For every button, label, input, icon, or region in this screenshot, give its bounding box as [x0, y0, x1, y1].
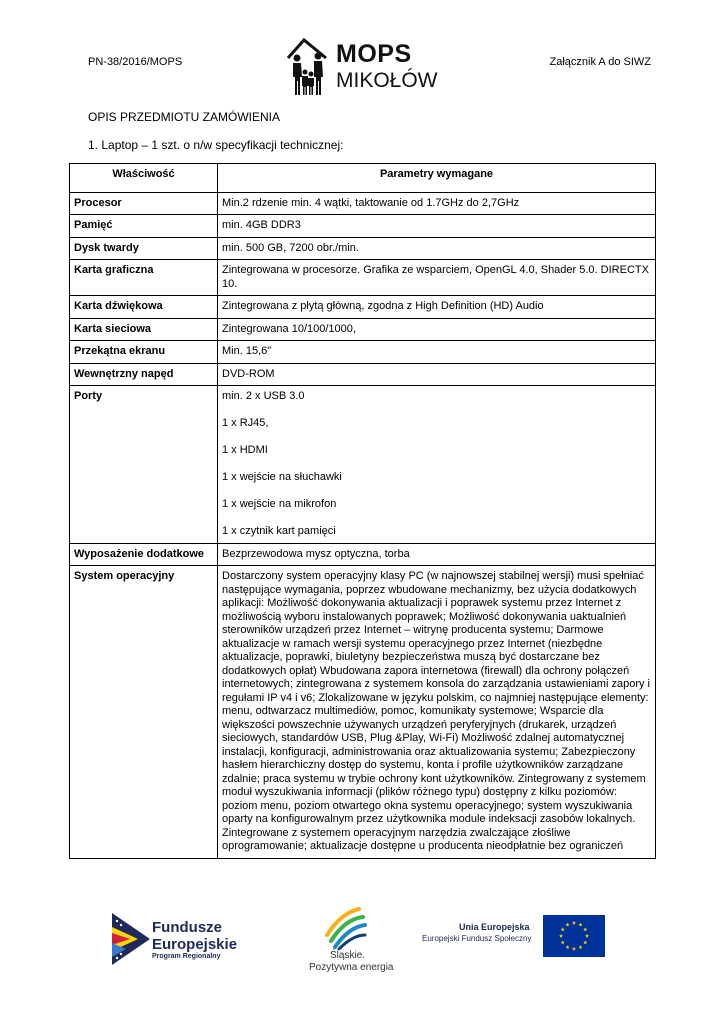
value-cell [218, 260, 656, 296]
value-cell [218, 192, 656, 215]
value-text: Zintegrowana 10/100/1000, [222, 322, 356, 335]
property-cell: Porty [70, 386, 218, 544]
table-header-row [70, 164, 656, 193]
table-row [70, 237, 656, 260]
value-cell [218, 237, 656, 260]
value-text: Min.2 rdzenie min. 4 wątki, taktowanie od 1.7GHz do 2,7GHz [222, 196, 520, 209]
slaskie-logo-icon [305, 905, 405, 950]
property-cell: Pamięć [70, 215, 218, 238]
property-cell: Karta dźwiękowa [70, 296, 218, 319]
table-row [70, 215, 656, 238]
property-cell: Karta graficzna [70, 260, 218, 296]
slaskie-slogan: Pozytywna energia [309, 962, 394, 973]
fe-subtitle: Program Regionalny [152, 953, 221, 960]
value-cell [218, 341, 656, 364]
fe-title: Fundusze Europejskie [152, 919, 238, 953]
value-cell [218, 543, 656, 566]
ue-subtitle: Europejski Fundusz Społeczny [422, 934, 532, 943]
property-cell: Wyposażenie dodatkowe [70, 543, 218, 566]
value-text: 1 x wejście na słuchawki [222, 471, 342, 483]
value-text: min. 4GB DDR3 [222, 219, 301, 231]
document-reference: PN-38/2016/MOPS [88, 56, 183, 68]
value-cell [218, 566, 656, 859]
value-text: Min. 15,6" [222, 345, 272, 357]
property-cell: Procesor [70, 192, 218, 215]
value-text: 1 x HDMI [222, 444, 268, 456]
table-row [70, 318, 656, 341]
value-text: Zintegrowana w procesorze. Grafika ze wsparciem, OpenGL 4.0, Shader 5.0. DIRECTX 10. [222, 264, 649, 290]
footer-logos [0, 905, 725, 980]
ue-title: Unia Europejska [459, 922, 530, 932]
value-text: 1 x RJ45, [222, 417, 269, 429]
slaskie-title: Śląskie. [330, 950, 366, 961]
fundusze-europejskie-logo-icon [112, 913, 150, 965]
property-cell: Karta sieciowa [70, 318, 218, 341]
column-header-property: Właściwość [70, 164, 218, 193]
value-cell [218, 215, 656, 238]
table-row [70, 260, 656, 296]
table-row [70, 543, 656, 566]
value-cell [218, 363, 656, 386]
logo-title: MOPS [336, 40, 412, 68]
specification-table [69, 163, 656, 859]
section-heading: 1. Laptop – 1 szt. o n/w specyfikacji technicznej: [88, 138, 344, 152]
logo-subtitle: MIKOŁÓW [336, 69, 438, 92]
table-row [70, 363, 656, 386]
property-cell: Przekątna ekranu [70, 341, 218, 364]
mops-logo [286, 36, 436, 98]
value-text: DVD-ROM [222, 367, 275, 380]
table-row [70, 341, 656, 364]
value-text: Dostarczony system operacyjny klasy PC (w najnowszej stabilnej wersji) musi spełniać następujące wymagania, poprzez wbudowane mechanizmy, bez użycia dodatkowych aplikacji: Możliwość dokonywania aktualizacji i poprawek systemu przez Internet z możliwością wyboru instalowanych poprawek; Możliwość dokonywania uaktualnień sterowników urządzeń przez Internet – witrynę producenta systemu; Darmowe aktualizacje w ramach wersji systemu operacyjnego przez Internet (niezbędne aktualizacje, poprawki, biuletyny bezpieczeństwa muszą być dostarczane bez dodatkowych opłat) Wbudowana zapora internetowa (firewall) dla ochrony połączeń internetowych; zintegrowana z systemem konsola do zarządzania ustawieniami zapory i regułami IP v4 i v6; Zlokalizowane w języku polskim, co najmniej następujące elementy: menu, odtwarzacz multimediów, pomoc, komunikaty systemowe; Wsparcie dla większości powszechnie używanych urządzeń peryferyjnych (drukarek, urządzeń sieciowych, standardów USB, Plug &Play, Wi-Fi) Możliwość zdalnej automatycznej instalacji, konfiguracji, administrowania oraz aktualizowania systemu; Zabezpieczony hasłem hierarchiczny dostęp do systemu, konta i profile użytkowników zarządzane zdalnie; praca systemu w trybie ochrony kont użytkowników. Zintegrowany z systemem moduł wyszukiwania informacji (plików różnego typu) dostępny z kilku poziomów: poziom menu, poziom otwartego okna systemu operacyjnego; system wyszukiwania oparty na konfigurowalnym przez użytkownika module indeksacji zasobów lokalnych. Zintegrowane z systemem operacyjnym narzędzia zwalczające złośliwe oprogramowanie; aktualizacje dostępne u producenta nieodpłatnie bez ograniczeń [222, 570, 650, 852]
value-text: 1 x czytnik kart pamięci [222, 525, 336, 537]
table-row [70, 192, 656, 215]
property-cell: Wewnętrzny napęd [70, 363, 218, 386]
property-cell: Dysk twardy [70, 237, 218, 260]
value-text: Zintegrowana z płytą główną, zgodna z High Definition (HD) Audio [222, 300, 544, 312]
family-icon [286, 36, 336, 98]
table-row [70, 566, 656, 859]
attachment-label: Załącznik A do SIWZ [549, 56, 651, 68]
table-row [70, 386, 656, 544]
property-cell: System operacyjny [70, 566, 218, 859]
value-text: min. 2 x USB 3.0 [222, 390, 305, 402]
column-header-parameters: Parametry wymagane [218, 164, 656, 193]
value-cell [218, 296, 656, 319]
value-cell [218, 386, 656, 544]
eu-flag-icon [543, 915, 605, 957]
table-row [70, 296, 656, 319]
value-text: Bezprzewodowa mysz optyczna, torba [222, 547, 410, 560]
value-text: 1 x wejście na mikrofon [222, 498, 337, 510]
value-cell [218, 318, 656, 341]
page-title: OPIS PRZEDMIOTU ZAMÓWIENIA [88, 110, 281, 124]
value-text: min. 500 GB, 7200 obr./min. [222, 241, 359, 254]
